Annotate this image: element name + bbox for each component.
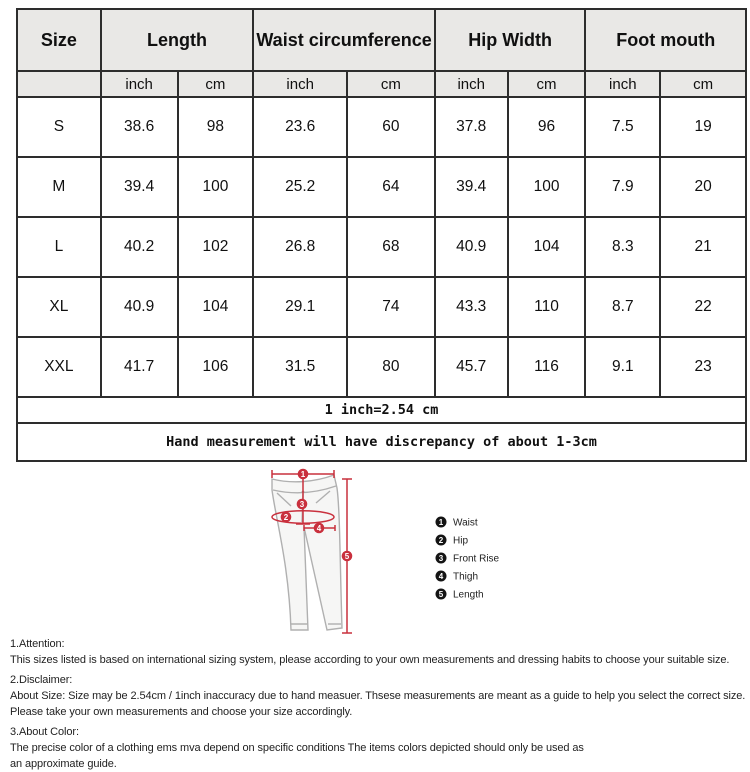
cell: 37.8 (435, 97, 508, 157)
cell: 29.1 (253, 277, 347, 337)
about-color-section (10, 724, 750, 772)
attention-heading: 1.Attention: (10, 638, 65, 650)
disclaimer-text-line1: About Size: Size may be 2.54cm / 1inch inaccuracy due to hand measuer. Thsese measurements are meant as a guide to help you select the correct size. (10, 690, 746, 702)
unit-hip-inch: inch (435, 71, 508, 97)
svg-text:5: 5 (344, 551, 350, 561)
attention-section (10, 636, 750, 668)
cell: 96 (508, 97, 586, 157)
marker-thigh (314, 523, 325, 534)
svg-text:2: 2 (283, 512, 289, 522)
inch-conversion-note: 1 inch=2.54 cm (17, 397, 746, 423)
table-row-xl (17, 277, 746, 337)
legend-item-thigh (436, 571, 479, 583)
pants-drawing (272, 475, 342, 630)
unit-foot-inch: inch (585, 71, 660, 97)
cell: 40.9 (101, 277, 178, 337)
marker-front-rise (297, 499, 308, 510)
cell: 40.2 (101, 217, 178, 277)
unit-waist-cm: cm (347, 71, 435, 97)
unit-foot-cm: cm (660, 71, 746, 97)
cell: 43.3 (435, 277, 508, 337)
footer-notes (0, 636, 750, 772)
note-row-discrepancy (17, 423, 746, 461)
cell: 25.2 (253, 157, 347, 217)
legend-label: Front Rise (453, 553, 500, 565)
about-color-text-line1: The precise color of a clothing ems mva depend on specific conditions The items colors depicted should only be used as (10, 742, 584, 754)
cell: 26.8 (253, 217, 347, 277)
legend-label: Waist (453, 517, 478, 529)
cell: 39.4 (435, 157, 508, 217)
table-row-xxl (17, 337, 746, 397)
table-row-s (17, 97, 746, 157)
cell: 100 (178, 157, 254, 217)
cell: 106 (178, 337, 254, 397)
svg-text:1: 1 (300, 469, 306, 479)
size-chart-page (0, 8, 750, 770)
cell: 98 (178, 97, 254, 157)
size-label: XL (17, 277, 101, 337)
cell: 7.9 (585, 157, 660, 217)
measure-legend (436, 517, 500, 601)
cell: 8.3 (585, 217, 660, 277)
legend-label: Hip (453, 535, 469, 547)
cell: 110 (508, 277, 586, 337)
unit-waist-inch: inch (253, 71, 347, 97)
cell: 31.5 (253, 337, 347, 397)
legend-item-length (436, 589, 484, 601)
marker-hip (281, 512, 292, 523)
legend-item-hip (436, 535, 469, 547)
cell: 68 (347, 217, 435, 277)
size-label: S (17, 97, 101, 157)
about-color-text-line2: an approximate guide. (10, 758, 117, 770)
svg-text:5: 5 (438, 589, 444, 599)
size-label: M (17, 157, 101, 217)
disclaimer-section (10, 672, 750, 720)
table-row-m (17, 157, 746, 217)
cell: 8.7 (585, 277, 660, 337)
svg-text:2: 2 (438, 535, 444, 545)
svg-text:4: 4 (316, 523, 322, 533)
units-empty-cell (17, 71, 101, 97)
cell: 20 (660, 157, 746, 217)
cell: 74 (347, 277, 435, 337)
cell: 22 (660, 277, 746, 337)
marker-length (342, 551, 353, 562)
unit-hip-cm: cm (508, 71, 586, 97)
cell: 39.4 (101, 157, 178, 217)
legend-item-waist (436, 517, 478, 529)
legend-label: Thigh (453, 571, 479, 583)
header-length: Length (101, 9, 254, 71)
cell: 104 (508, 217, 586, 277)
legend-label: Length (453, 589, 484, 601)
cell: 41.7 (101, 337, 178, 397)
cell: 9.1 (585, 337, 660, 397)
header-row (17, 9, 746, 71)
cell: 45.7 (435, 337, 508, 397)
attention-text: This sizes listed is based on international sizing system, please according to your own measurements and dressing habits to choose your suitable size. (10, 654, 730, 666)
unit-length-inch: inch (101, 71, 178, 97)
note-row-conversion (17, 397, 746, 423)
cell: 40.9 (435, 217, 508, 277)
header-hip: Hip Width (435, 9, 586, 71)
legend-item-front-rise (436, 553, 500, 565)
svg-text:1: 1 (438, 517, 444, 527)
svg-text:3: 3 (299, 499, 305, 509)
unit-length-cm: cm (178, 71, 254, 97)
pants-measurement-diagram (0, 463, 750, 636)
table-row-l (17, 217, 746, 277)
size-label: XXL (17, 337, 101, 397)
cell: 60 (347, 97, 435, 157)
cell: 19 (660, 97, 746, 157)
svg-text:4: 4 (438, 571, 444, 581)
cell: 80 (347, 337, 435, 397)
units-row (17, 71, 746, 97)
cell: 38.6 (101, 97, 178, 157)
header-size: Size (17, 9, 101, 71)
size-label: L (17, 217, 101, 277)
disclaimer-text-line2: Please take your own measurements and choose your size accordingly. (10, 706, 353, 718)
cell: 23.6 (253, 97, 347, 157)
cell: 102 (178, 217, 254, 277)
size-chart-table (16, 8, 747, 462)
svg-text:3: 3 (438, 553, 444, 563)
cell: 104 (178, 277, 254, 337)
cell: 64 (347, 157, 435, 217)
about-color-heading: 3.About Color: (10, 726, 79, 738)
cell: 7.5 (585, 97, 660, 157)
measurement-discrepancy-note: Hand measurement will have discrepancy of about 1-3cm (17, 423, 746, 461)
header-waist: Waist circumference (253, 9, 435, 71)
disclaimer-heading: 2.Disclaimer: (10, 674, 73, 686)
cell: 23 (660, 337, 746, 397)
cell: 100 (508, 157, 586, 217)
cell: 21 (660, 217, 746, 277)
marker-waist (298, 469, 309, 480)
header-foot-mouth: Foot mouth (585, 9, 746, 71)
cell: 116 (508, 337, 586, 397)
